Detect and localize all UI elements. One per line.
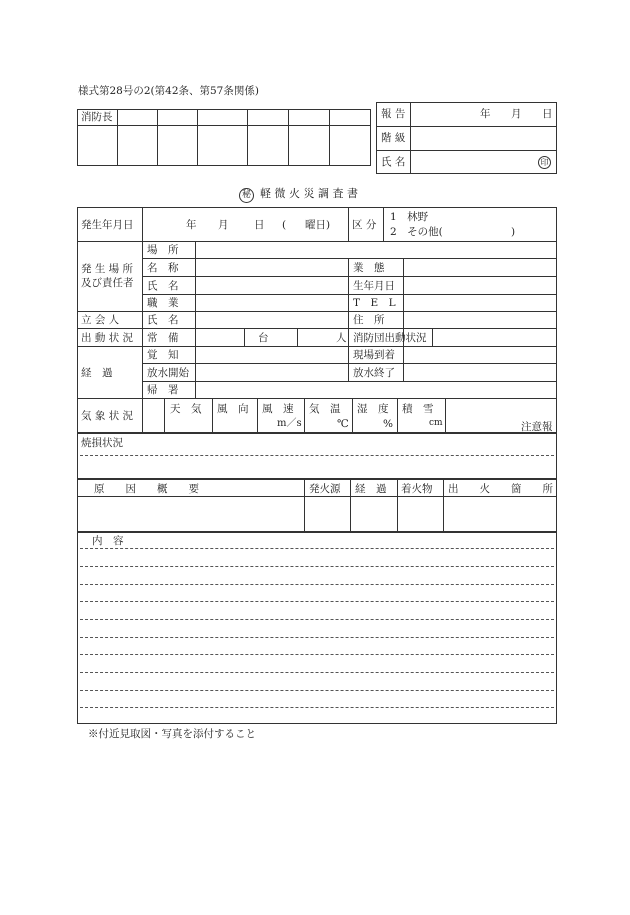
water-start-label: 放水開始	[147, 367, 189, 379]
chief-label: 消防長	[81, 111, 113, 123]
temp-label: 気 温	[309, 403, 341, 415]
weekday-open: (	[282, 219, 287, 231]
report-year: 年	[480, 108, 491, 120]
people-label: 人	[336, 332, 347, 344]
business-label: 業 態	[353, 262, 385, 274]
damage-section	[77, 433, 557, 479]
cause-process-label: 経 過	[355, 483, 387, 495]
dispatch-label: 出 動 状 況	[81, 332, 134, 344]
report-name-label: 氏 名	[381, 156, 406, 168]
wind-dir-label: 風 向	[217, 403, 249, 415]
tel-label: T E L	[353, 297, 396, 309]
category-label: 区 分	[352, 219, 377, 231]
report-date-label: 報 告	[381, 108, 406, 120]
wind-speed-label: 風 速	[262, 403, 294, 415]
units-label: 台	[258, 332, 269, 344]
cause-summary-label: 原 因 概 要	[94, 483, 199, 495]
content-label: 内 容	[92, 535, 124, 547]
temp-unit: ℃	[337, 418, 349, 430]
report-month: 月	[511, 108, 522, 120]
humidity-unit: %	[383, 418, 393, 430]
water-end-label: 放水終了	[353, 367, 395, 379]
weekday-close: 曜日)	[305, 219, 331, 231]
place-group-label-1: 発 生 場 所	[81, 263, 134, 275]
category-option-2-close: )	[511, 226, 516, 238]
standby-label: 常 備	[147, 332, 179, 344]
snow-label: 積 雪	[402, 403, 434, 415]
aware-label: 覚 知	[147, 349, 179, 361]
location-label: 場 所	[147, 244, 179, 256]
occurrence-year: 年	[186, 219, 197, 231]
report-day: 日	[542, 108, 553, 120]
birth-label: 生年月日	[353, 280, 395, 292]
form-number: 様式第28号の2(第42条、第57条関係)	[78, 85, 259, 97]
fire-location-label: 出 火 箇 所	[448, 483, 553, 495]
place-group-label-2: 及び責任者	[81, 277, 134, 289]
ignited-label: 着火物	[401, 483, 433, 495]
warning-label: 注意報	[521, 421, 553, 433]
report-rank-label: 階 級	[381, 132, 406, 144]
name-label: 名 称	[147, 262, 179, 274]
humidity-label: 湿 度	[357, 403, 389, 415]
return-label: 帰 署	[147, 384, 179, 396]
witness-label: 立 会 人	[81, 314, 120, 326]
occurrence-day: 日	[254, 219, 265, 231]
owner-label: 氏 名	[147, 280, 179, 292]
fire-source-label: 発火源	[309, 483, 341, 495]
snow-unit: cm	[429, 418, 443, 428]
weather-label: 気 象 状 況	[81, 410, 134, 422]
sky-label: 天 気	[170, 403, 202, 415]
footnote: ※付近見取図・写真を添付すること	[88, 728, 256, 740]
occurrence-label: 発生年月日	[81, 219, 134, 231]
damage-label: 焼損状況	[81, 437, 123, 449]
secret-icon: 秘	[239, 188, 254, 203]
category-option-2: 2 その他(	[390, 226, 443, 238]
job-label: 職 業	[147, 297, 179, 309]
page-title	[239, 188, 358, 203]
timeline-label: 経 過	[81, 367, 113, 379]
witness-name-label: 氏 名	[147, 314, 179, 326]
arrival-label: 現場到着	[353, 349, 395, 361]
witness-address-label: 住 所	[353, 314, 385, 326]
title-text: 軽 微 火 災 調 査 書	[260, 187, 358, 200]
wind-unit: m／s	[277, 418, 302, 429]
occurrence-month: 月	[218, 219, 229, 231]
content-section	[77, 532, 557, 724]
volunteer-label: 消防団出動状況	[353, 332, 427, 344]
category-option-1: 1 林野	[390, 211, 429, 223]
seal-icon: 印	[538, 156, 551, 169]
